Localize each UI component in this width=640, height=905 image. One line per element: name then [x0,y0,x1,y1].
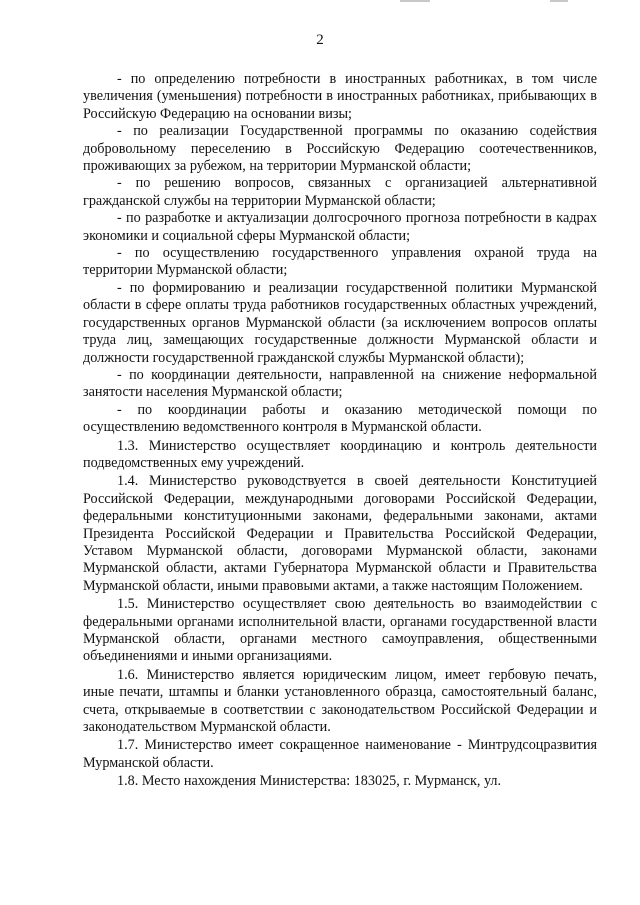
scan-edge-marks [400,0,640,6]
paragraph: - по координации работы и оказанию методической помощи по осуществлению ведомственного контроля в Мурманской области. [83,401,597,436]
paragraph: 1.3. Министерство осуществляет координацию и контроль деятельности подведомственных ему учреждений. [83,437,597,471]
paragraph: 1.5. Министерство осуществляет свою деятельность во взаимодействии с федеральными органами исполнительной власти, органами государственной власти Мурманской области, органами местного самоуправления, общественными объединениями и иными организациями. [83,596,597,665]
paragraph: 1.4. Министерство руководствуется в своей деятельности Конституцией Российской Федерации, международными договорами Российской Федерации, федеральными конституционными законами, федеральными законами, актами Президента Российской Федерации и Правительства Российской Федерации, Уставом Мурманской области, договорами Мурманской области, законами Мурманской области, актами Губернатора Мурманской области и Правительства Мурманской области, иными правовыми актами, а также настоящим Положением. [83,473,597,594]
paragraph: - по определению потребности в иностранных работниках, в том числе увеличения (уменьшения) потребности в иностранных работниках, прибывающих в Российскую Федерацию на основании визы; [83,71,597,122]
paragraph: - по координации деятельности, направленной на снижение неформальной занятости населения Мурманской области; [83,366,597,401]
paragraph: - по реализации Государственной программы по оказанию содействия добровольному переселению в Российскую Федерацию соотечественников, проживающих за рубежом, на территории Мурманской области; [83,123,597,175]
paragraph: 1.6. Министерство является юридическим лицом, имеет гербовую печать, иные печати, штампы и бланки установленного образца, самостоятельный баланс, счета, открываемые в соответствии с законодательством Российской Федерации и законодательством Мурманской области. [83,666,597,736]
paragraph: - по формированию и реализации государственной политики Мурманской области в сфере оплаты труда работников государственных областных учреждений, государственных органов Мурманской области (за исключением вопросов оплаты труда лиц, замещающих государственные должности Мурманской области и должности государственной гражданской службы Мурманской области); [83,279,597,366]
paragraph: - по разработке и актуализации долгосрочного прогноза потребности в кадрах экономики и социальной сферы Мурманской области; [83,210,597,244]
paragraph: - по осуществлению государственного управления охраной труда на территории Мурманской области; [83,245,597,279]
paragraph: 1.8. Место нахождения Министерства: 183025, г. Мурманск, ул. [117,773,502,790]
document-body [83,71,597,791]
paragraph: 1.7. Министерство имеет сокращенное наименование - Минтрудсоцразвития Мурманской области. [83,737,597,771]
page-number: 2 [316,32,324,48]
paragraph: - по решению вопросов, связанных с организацией альтернативной гражданской службы на территории Мурманской области; [83,175,597,209]
